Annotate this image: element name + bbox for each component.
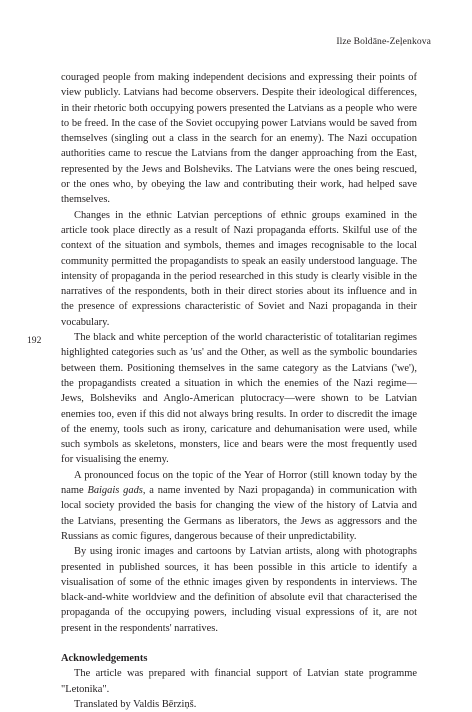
italic-term: Baigais gads	[87, 485, 143, 497]
paragraph-4-text-b: , a name invented by Nazi propaganda) in communication with local society provided the basis for changing the view of the history of Latvia and the Latvians, presenting the Germans as liberators, the Jews as aggressors and the Russians as comic figures, dangerous because of their unpredictability.	[61, 485, 417, 542]
paragraph-4	[61, 468, 417, 544]
acknowledgements-heading: Acknowledgements	[61, 652, 148, 664]
translator-credit: Translated by Valdis Bērziņš.	[74, 698, 197, 710]
article-body	[61, 70, 417, 712]
running-head: Ilze Boldāne-Zeļenkova	[336, 36, 431, 47]
paragraph-3: The black and white perception of the world characteristic of totalitarian regimes highlighted categories such as 'us' and the Other, as well as the symbolic boundaries between them. Positioning themselves in the same category as the Latvians ('we'), the propagandists created a situation in which the enemies of the Nazi regime—Jews, Bolsheviks and Anglo-American plutocracy—were shown to be Latvian enemies too, even if this did not always bring results. In order to discredit the image of the enemy, tools such as irony, caricature and dehumanisation were used, while such symbols as skeletons, monsters, lice and bears were the most frequently used for visualising the enemy.	[61, 332, 417, 466]
paragraph-1: couraged people from making independent decisions and expressing their points of view publicly. Latvians had become observers. Despite their ideological differences, in their rhetoric both occupying powers presented the Latvians as a people who were to be freed. In the case of the Soviet occupying power Latvians would be saved from themselves (singling out a class in the search for an enemy). The Nazi occupation authorities came to rescue the Latvians from the danger approaching from the East, represented by the Jews and Bolsheviks. The Latvians were the ones being rescued, or the ones who, by obeying the law and contributing their work, had helped save themselves.	[61, 72, 417, 206]
page-number: 192	[27, 335, 42, 346]
paragraph-4-text-a: A pronounced focus on the topic of the Year of Horror (still known today by the name	[61, 469, 417, 497]
acknowledgements-text: The article was prepared with financial support of Latvian state programme "Letonika".	[61, 668, 417, 695]
paragraph-2: Changes in the ethnic Latvian perceptions of ethnic groups examined in the article took place directly as a result of Nazi propaganda efforts. Skilful use of the context of the situation and symbols, themes and images recognisable to the local community permitted the propagandists to speak an easily understood language. The intensity of propaganda in the period researched in this study is clearly visible in the narratives of the respondents, both in their direct stories about its influence and in the presence of expressions characteristic of Soviet and Nazi propaganda in their vocabulary.	[61, 209, 417, 328]
paragraph-5: By using ironic images and cartoons by Latvian artists, along with photographs presented in published sources, it has been possible in this article to identify a visualisation of some of the ethnic images given by respondents in interviews. The black-and-white worldview and the definition of absolute evil that characterised the propaganda of the occupying powers, including visual expressions of it, are not present in the respondents' narratives.	[61, 546, 417, 634]
